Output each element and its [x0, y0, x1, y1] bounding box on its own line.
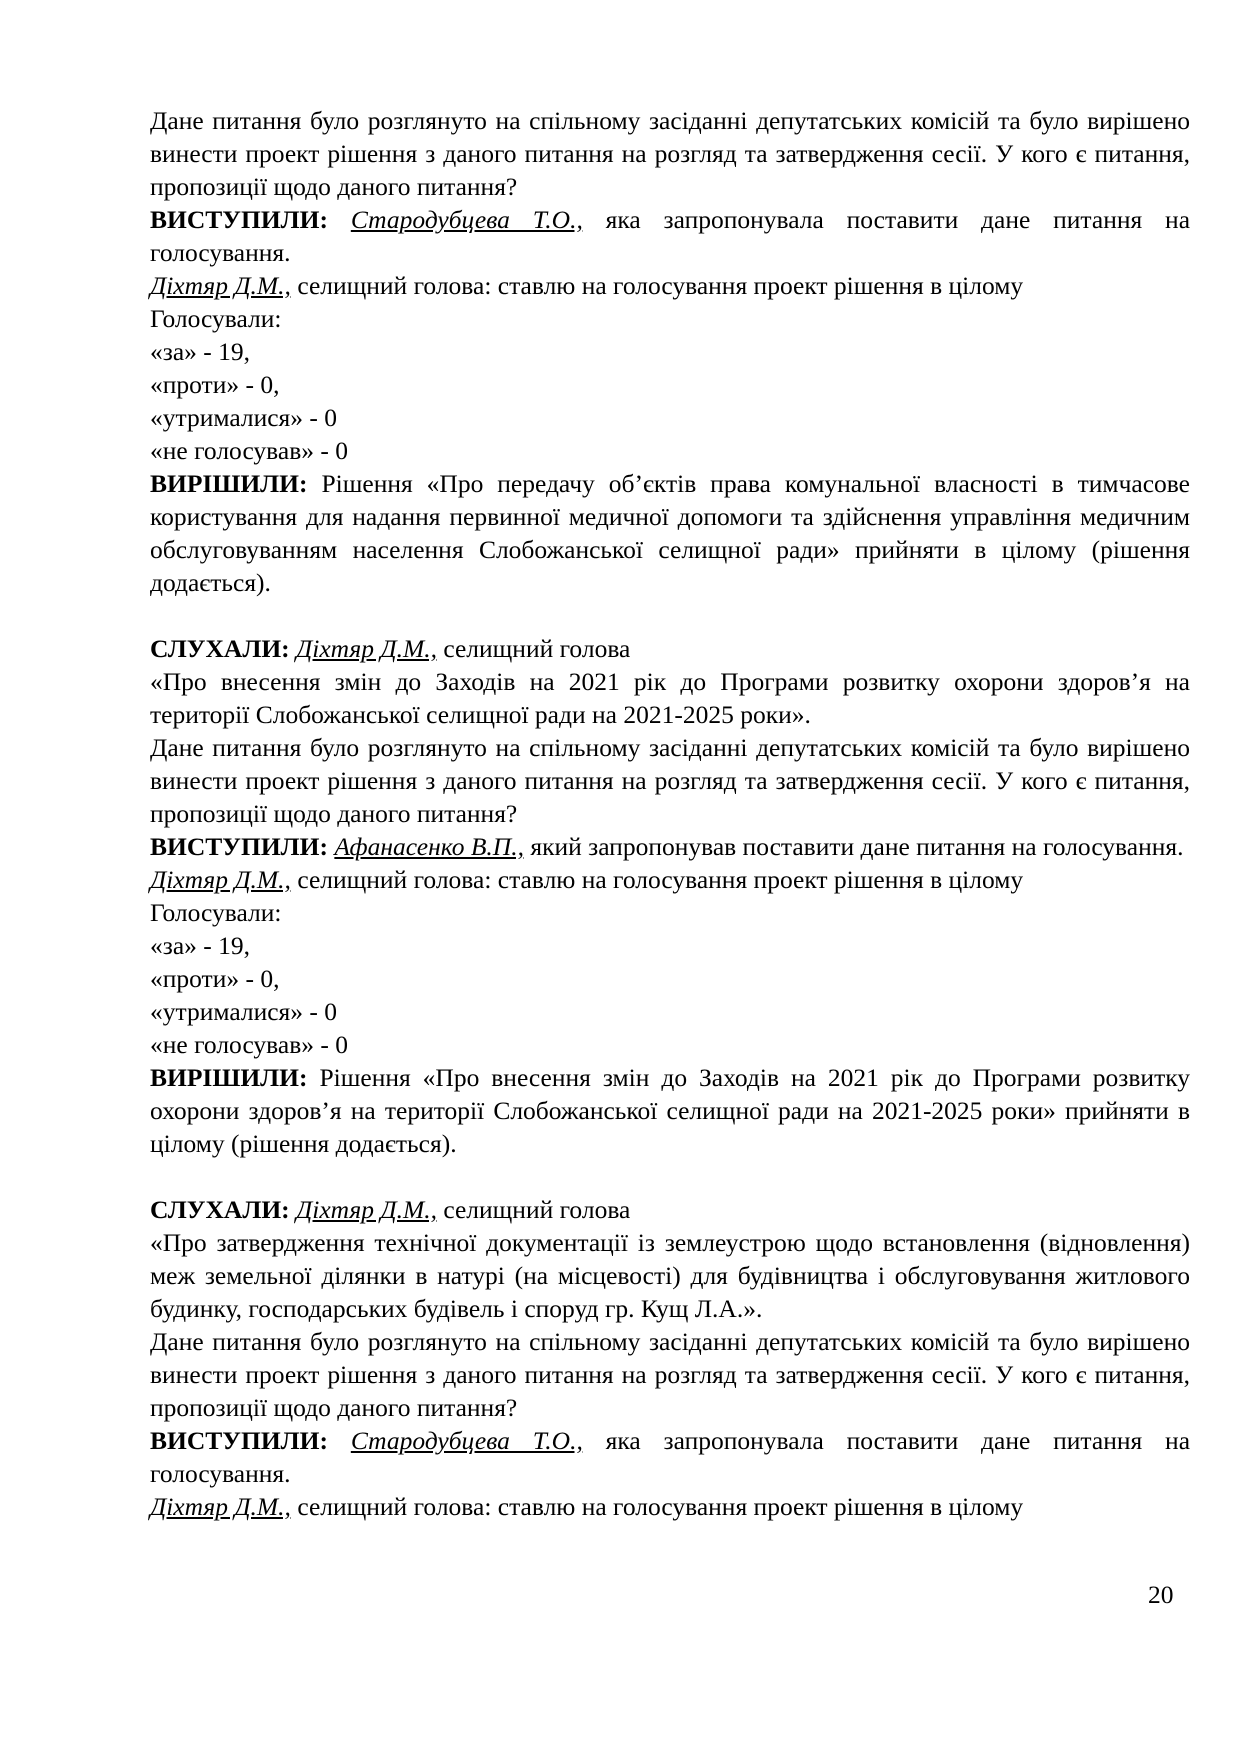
page-number: 20 [1148, 1580, 1174, 1609]
vote-line: «не голосував» - 0 [150, 436, 348, 465]
paragraph-text: який запропонував поставити дане питання на голосування. [530, 832, 1184, 861]
vote-line: «за» - 19, [150, 931, 251, 960]
paragraph-text: яка запропонувала поставити дане питання на голосування. [150, 1426, 1191, 1488]
speaker-paragraph [150, 203, 1190, 269]
paragraph-text: Дане питання було розглянуто на спільному засіданні депутатських комісій та було вирішено винести проект рішення з даного питання на розгляд та затвердження сесії. У кого є питання, пропозиції щодо даного питання? [150, 106, 1190, 201]
speaker-paragraph [150, 863, 1190, 896]
decision-paragraph [150, 1061, 1190, 1160]
paragraph-text: селищний голова: ставлю на голосування проект рішення в цілому [297, 1492, 1024, 1521]
vote-line: «проти» - 0, [150, 370, 280, 399]
paragraph-text: Рішення «Про внесення змін до Заходів на 2021 рік до Програми розвитку охорони здоров’я на території Слобожанської селищної ради на 2021-2025 роки» прийняти в цілому (рішення додається). [150, 1063, 1190, 1158]
vote-line: «не голосував» - 0 [150, 1030, 348, 1059]
paragraph-text: селищний голова: ставлю на голосування проект рішення в цілому [297, 865, 1024, 894]
heard-paragraph [150, 632, 1190, 665]
spacer [150, 599, 1190, 632]
vote-line: «проти» - 0, [150, 964, 280, 993]
paragraph-text: селищний голова [443, 634, 631, 663]
speaker-paragraph [150, 1490, 1190, 1523]
speaker-paragraph [150, 830, 1190, 863]
paragraph [150, 731, 1190, 830]
section-label: СЛУХАЛИ: [150, 1195, 290, 1224]
person-name: Діхтяр Д.М., [150, 1492, 291, 1521]
vote-line: «утрималися» - 0 [150, 403, 338, 432]
section-label: ВИСТУПИЛИ: [150, 205, 328, 234]
paragraph-text: Дане питання було розглянуто на спільному засіданні депутатських комісій та було вирішено винести проект рішення з даного питання на розгляд та затвердження сесії. У кого є питання, пропозиції щодо даного питання? [150, 733, 1190, 828]
person-name: Стародубцева Т.О., [350, 205, 583, 234]
vote-heading: Голосували: [150, 898, 282, 927]
section-label: ВИРІШИЛИ: [150, 1063, 308, 1092]
paragraph-text: «Про внесення змін до Заходів на 2021 рік до Програми розвитку охорони здоров’я на території Слобожанської селищної ради на 2021-2025 роки». [150, 667, 1190, 729]
section-label: ВИРІШИЛИ: [150, 469, 308, 498]
speaker-paragraph [150, 1424, 1190, 1490]
paragraph-text: яка запропонувала поставити дане питання на голосування. [150, 205, 1191, 267]
paragraph-text: Рішення «Про передачу об’єктів права комунальної власності в тимчасове користування для надання первинної медичної допомоги та здійснення управління медичним обслуговуванням населення Слобожанської селищної ради» прийняти в цілому (рішення додається). [150, 469, 1190, 597]
vote-heading: Голосували: [150, 304, 282, 333]
decision-paragraph [150, 467, 1190, 599]
section-label: ВИСТУПИЛИ: [150, 832, 328, 861]
paragraph-text: «Про затвердження технічної документації із землеустрою щодо встановлення (відновлення) меж земельної ділянки в натурі (на місцевості) для будівництва і обслуговування житлового будинку, господарських будівель і споруд гр. Кущ Л.А.». [150, 1228, 1190, 1323]
vote-line: «за» - 19, [150, 337, 251, 366]
paragraph [150, 104, 1190, 203]
document-page [150, 104, 1190, 1523]
section-label: СЛУХАЛИ: [150, 634, 290, 663]
spacer [150, 1160, 1190, 1193]
heard-paragraph [150, 1193, 1190, 1226]
paragraph-text: селищний голова [443, 1195, 631, 1224]
agenda-title [150, 1226, 1190, 1325]
person-name: Діхтяр Д.М., [296, 634, 437, 663]
section-label: ВИСТУПИЛИ: [150, 1426, 328, 1455]
paragraph [150, 1325, 1190, 1424]
person-name: Стародубцева Т.О., [350, 1426, 583, 1455]
paragraph-text: Дане питання було розглянуто на спільному засіданні депутатських комісій та було вирішено винести проект рішення з даного питання на розгляд та затвердження сесії. У кого є питання, пропозиції щодо даного питання? [150, 1327, 1190, 1422]
person-name: Діхтяр Д.М., [150, 271, 291, 300]
vote-line: «утрималися» - 0 [150, 997, 338, 1026]
person-name: Діхтяр Д.М., [296, 1195, 437, 1224]
paragraph-text: селищний голова: ставлю на голосування проект рішення в цілому [297, 271, 1024, 300]
person-name: Діхтяр Д.М., [150, 865, 291, 894]
speaker-paragraph [150, 269, 1190, 302]
person-name: Афанасенко В.П., [334, 832, 524, 861]
agenda-title [150, 665, 1190, 731]
